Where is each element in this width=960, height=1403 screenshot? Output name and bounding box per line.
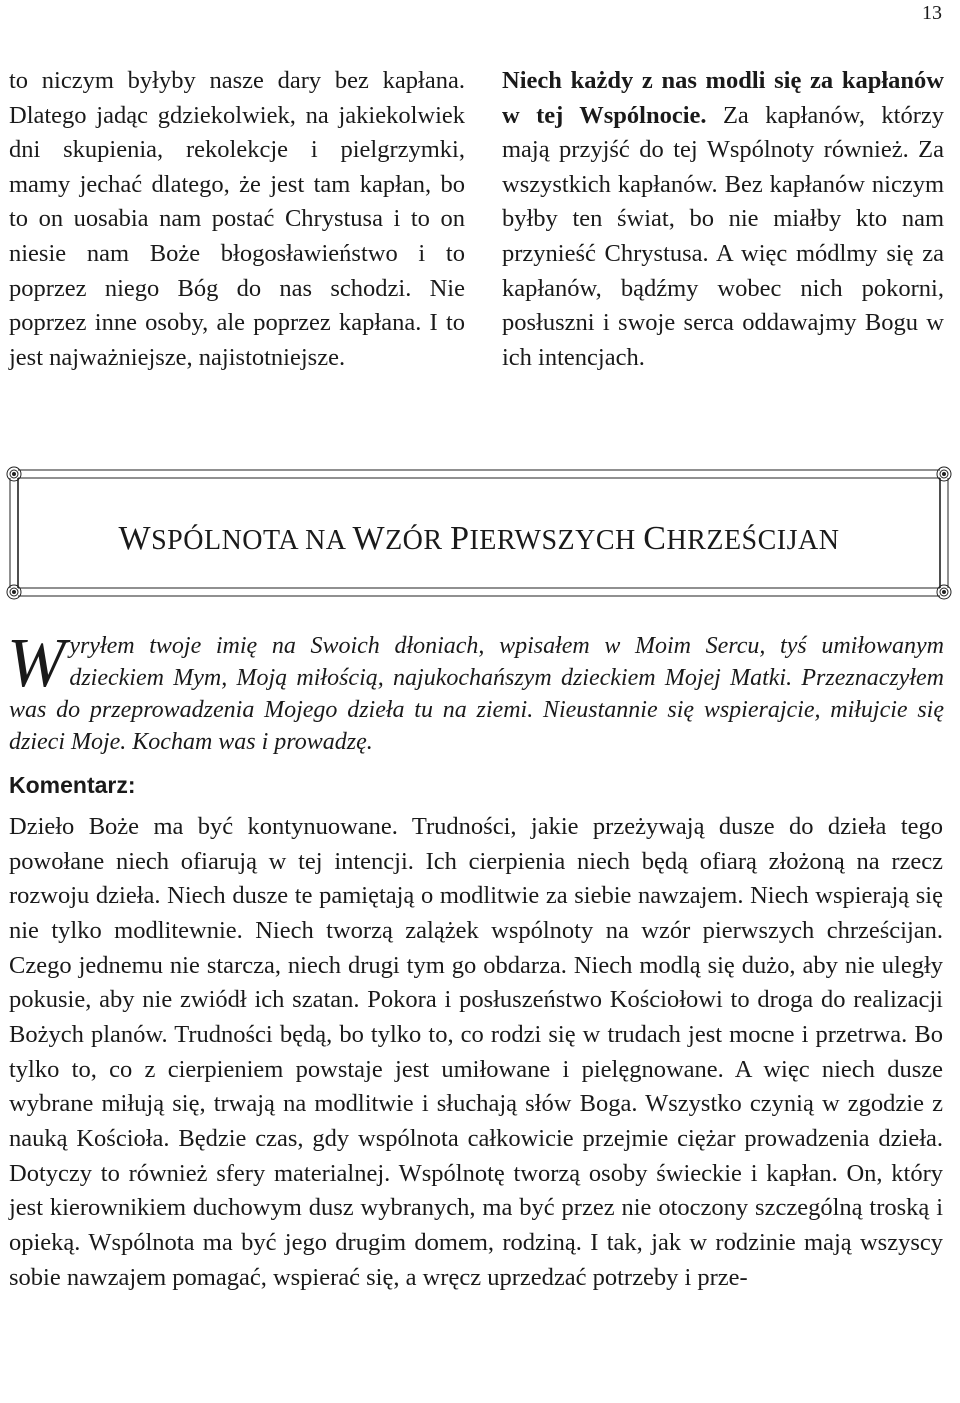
left-column-paragraph: to niczym byłyby nasze dary bez kapłana. Dlatego jadąc gdziekolwiek, na jakiekolwiek dni skupienia, rekolekcje i pielgrzymki, mamy jechać dlatego, że jest tam kapłan, bo to on uosabia nam postać Chrystusa i to on niesie nam Boże błogosławieństwo i to poprzez niego Bóg do nas schodzi. Nie poprzez inne osoby, ale poprzez kapłana. I to jest najważniejsze, najistotniejsze.	[9, 67, 465, 371]
left-column	[9, 64, 465, 375]
comment-paragraph: Dzieło Boże ma być kontynuowane. Trudności, jakie przeżywają dusze do dzieła tego powołane niech ofiarują w tej intencji. Ich cierpienia niech będą ofiarą złożoną na rzecz rozwoju dzieła. Niech dusze te pamiętają o modlitwie za siebie nawzajem. Niech wspierają się nie tylko modlitewnie. Niech tworzą zalążek wspólnoty na wzór pierwszych chrześcijan. Czego jednemu nie starcza, niech drugi tym go obdarza. Niech modlą się dużo, aby nie uległy pokusie, aby nie zwiódł ich szatan. Pokora i posłuszeństwo Kościołowi to droga do realizacji Bożych planów. Trudności będą, bo tylko to, co rodzi się w trudach jest mocne i przetrwa. Bo tylko to, co z cierpieniem powstaje jest umiłowane i pielęgnowane. A więc niech dusze wybrane miłują się, trwają na modlitwie i słuchają słów Boga. Wszystko czynią w zgodzie z nauką Kościoła. Będzie czas, gdy wspólnota całkowicie przejmie ciężar prowadzenia dzieła. Dotyczy to również sfery materialnej. Wspólnotę tworzą osoby świeckie i kapłan. On, który jest kierownikiem duchowym dusz wybranych, ma być przez nie otoczony szczególną troską i opieką. Wspólnota ma być jego drugim domem, rodziną. I tak, jak w rodzinie mają wszyscy sobie nawzajem pomagać, wspierać się, a wręcz uprzedzać potrzeby i prze-	[9, 813, 943, 1291]
drop-cap: W	[7, 625, 66, 702]
right-column-paragraph	[502, 64, 944, 375]
title-word: HRZEŚCIJAN	[666, 525, 840, 556]
comment-body	[9, 810, 943, 1295]
title-capital: P	[450, 520, 470, 557]
title-word: NA	[305, 525, 345, 556]
section-title	[6, 520, 952, 558]
page-number: 13	[922, 2, 942, 24]
right-column	[502, 64, 944, 375]
quote-text: yryłem twoje imię na Swoich dłoniach, wpisałem w Moim Sercu, tyś umiłowanym dzieckiem Mym, Moją miłością, najukochańszym dzieckiem Mojej Matki. Przeznaczyłem was do przeprowadzenia Mojego dzieła tu na ziemi. Nieustannie się wspierajcie, miłujcie się dzieci Moje. Kocham was i prowadzę.	[9, 633, 944, 755]
comment-heading: Komentarz:	[9, 772, 136, 798]
title-word: SPÓLNOTA	[151, 525, 298, 556]
message-quote	[7, 625, 944, 758]
right-column-bold-sentence: Niech każdy z nas modli się za kapłanów w tej Wspólnocie.	[502, 67, 944, 129]
title-capital: C	[643, 520, 667, 557]
title-word: ZÓR	[385, 525, 443, 556]
section-title-frame	[6, 466, 952, 600]
title-capital: W	[118, 520, 152, 557]
right-column-text: Za kapłanów, którzy mają przyjść do tej Wspólnoty również. Za wszystkich kapłanów. Bez kapłanów niczym byłby ten świat, bo nie miałby kto nam przynieść Chrystusa. A więc módlmy się za kapłanów, bądźmy wobec nich pokorni, posłuszni i swoje serca oddawajmy Bogu w ich intencjach.	[502, 101, 944, 371]
title-word: IERWSZYCH	[469, 525, 636, 556]
title-capital: W	[352, 520, 386, 557]
